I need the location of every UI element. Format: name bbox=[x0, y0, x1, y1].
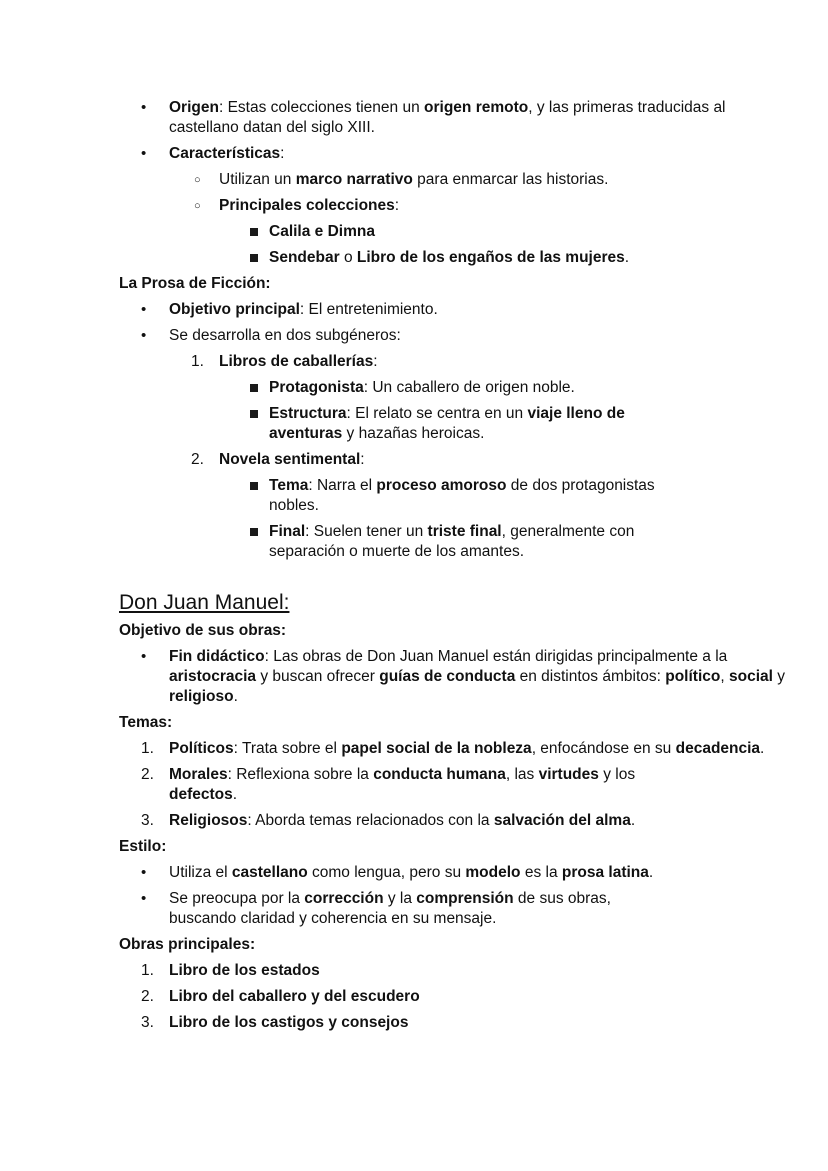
bullet-icon: • bbox=[141, 327, 147, 344]
list-item-fin-didactico: • Fin didáctico: Las obras de Don Juan Manuel están dirigidas principalmente a la aristocracia y buscan ofrecer guías de conducta en distintos ámbitos: político, social y religioso. bbox=[141, 648, 785, 705]
list-item-politicos: 1. Políticos: Trata sobre el papel social de la nobleza, enfocándose en su decadencia. bbox=[141, 740, 765, 757]
list-item-sendebar: Sendebar o Libro de los engaños de las mujeres. bbox=[119, 248, 788, 268]
section-heading-estilo: Estilo: bbox=[119, 838, 167, 855]
list-item-obra: 3. Libro de los castigos y consejos bbox=[141, 1014, 409, 1031]
list-item-objetivo: • Objetivo principal: El entretenimiento. bbox=[141, 301, 438, 318]
list-item-origen: • Origen: Estas colecciones tienen un origen remoto, y las primeras traducidas al castellano datan del siglo XIII. bbox=[141, 99, 726, 136]
list-number: 2. bbox=[191, 451, 204, 468]
list-item-tema: Tema: Narra el proceso amoroso de dos protagonistas nobles. bbox=[119, 476, 788, 516]
bullet-icon: • bbox=[141, 864, 147, 881]
list-item-morales: 2. Morales: Reflexiona sobre la conducta humana, las virtudes y los defectos. bbox=[141, 766, 636, 803]
square-bullet-icon bbox=[250, 482, 258, 490]
section-heading-prosa: La Prosa de Ficción: bbox=[119, 275, 271, 292]
list-item-final: Final: Suelen tener un triste final, generalmente con separación o muerte de los amantes. bbox=[119, 522, 788, 562]
bullet-icon: • bbox=[141, 890, 147, 907]
bullet-icon: • bbox=[141, 648, 147, 665]
hollow-bullet-icon: ○ bbox=[194, 174, 201, 186]
square-bullet-icon bbox=[250, 384, 258, 392]
list-item-caracteristicas: • Características: bbox=[141, 145, 285, 162]
list-item-protagonista: Protagonista: Un caballero de origen noble. bbox=[119, 378, 788, 398]
list-number: 3. bbox=[141, 812, 154, 829]
list-item-religiosos: 3. Religiosos: Aborda temas relacionados con la salvación del alma. bbox=[141, 812, 636, 829]
list-number: 1. bbox=[141, 962, 154, 979]
square-bullet-icon bbox=[250, 410, 258, 418]
square-bullet-icon bbox=[250, 528, 258, 536]
square-bullet-icon bbox=[250, 254, 258, 262]
list-number: 2. bbox=[141, 766, 154, 783]
hollow-bullet-icon: ○ bbox=[194, 200, 201, 212]
bullet-icon: • bbox=[141, 301, 147, 318]
section-heading-temas: Temas: bbox=[119, 714, 173, 731]
list-number: 3. bbox=[141, 1014, 154, 1031]
list-item-calila: Calila e Dimna bbox=[119, 222, 788, 242]
list-item-castellano: • Utiliza el castellano como lengua, pero su modelo es la prosa latina. bbox=[141, 864, 654, 881]
list-item-subgeneros: • Se desarrolla en dos subgéneros: bbox=[141, 327, 401, 344]
list-item-sentimental: 2. Novela sentimental: bbox=[191, 451, 365, 468]
list-number: 1. bbox=[141, 740, 154, 757]
list-item-obra: 1. Libro de los estados bbox=[141, 962, 320, 979]
list-item-marco-narrativo: ○ Utilizan un marco narrativo para enmarcar las historias. bbox=[194, 171, 609, 188]
list-item-caballerias: 1. Libros de caballerías: bbox=[191, 353, 378, 370]
bullet-icon: • bbox=[141, 145, 147, 162]
square-bullet-icon bbox=[250, 228, 258, 236]
bullet-icon: • bbox=[141, 99, 147, 116]
list-item-principales-colecciones: ○ Principales colecciones: bbox=[194, 197, 400, 214]
list-item-obra: 2. Libro del caballero y del escudero bbox=[141, 988, 420, 1005]
list-item-correccion: • Se preocupa por la corrección y la comprensión de sus obras, buscando claridad y coherencia en su mensaje. bbox=[141, 890, 611, 927]
list-number: 1. bbox=[191, 353, 204, 370]
section-title-don-juan-manuel: Don Juan Manuel: bbox=[119, 591, 290, 614]
section-heading-objetivo: Objetivo de sus obras: bbox=[119, 622, 287, 639]
list-item-estructura: Estructura: El relato se centra en un viaje lleno de aventuras y hazañas heroicas. bbox=[119, 404, 788, 444]
section-heading-obras: Obras principales: bbox=[119, 936, 256, 953]
list-number: 2. bbox=[141, 988, 154, 1005]
